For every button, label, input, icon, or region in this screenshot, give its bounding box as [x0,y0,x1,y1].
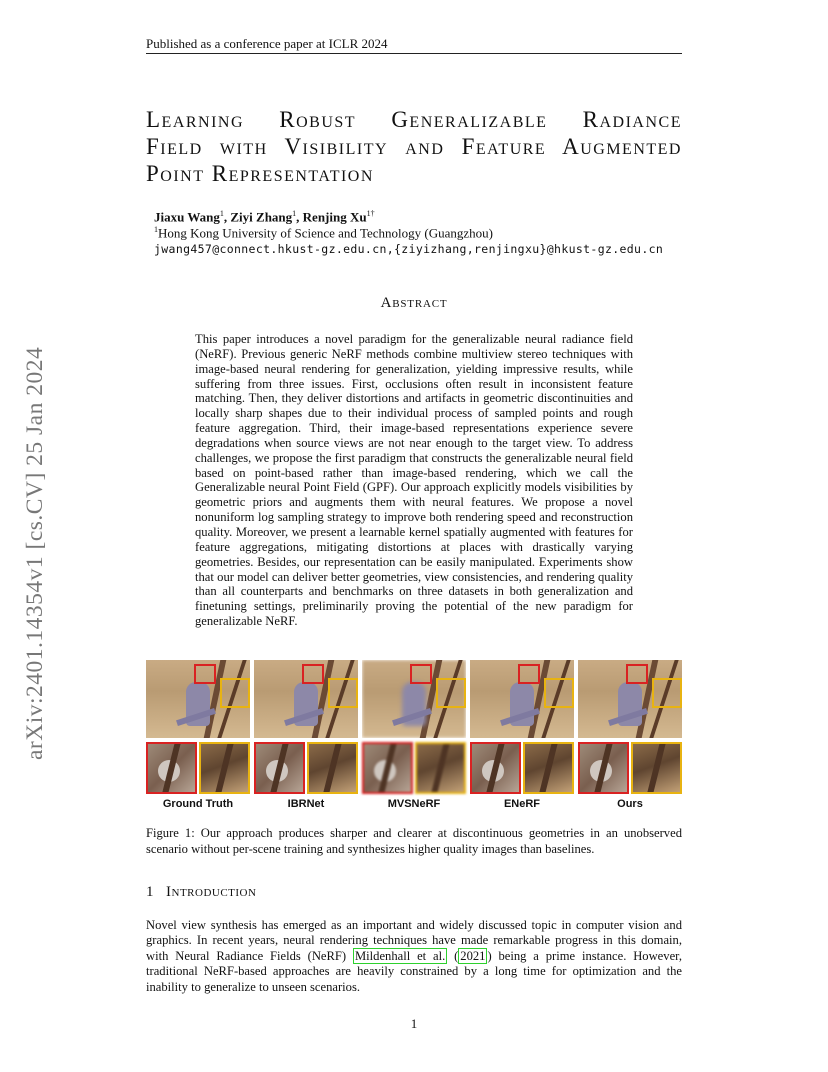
intro-text-1: Novel view synthesis has emerged as an important and widely discussed topic in computer vision and graphics. In recent years, neural rendering techniques have made remarkable progress in this domain, with Neural Radiance Fields (NeRF) [146,918,682,963]
figure-label-ground-truth: Ground Truth [162,798,234,810]
citation-link-authors[interactable]: Mildenhall et al. [354,948,446,963]
zoom-box-red [302,664,324,684]
affiliation-text: Hong Kong University of Science and Technology (Guangzhou) [158,225,493,241]
crop-red-enerf [470,742,521,794]
crop-red-ours [578,742,629,794]
crop-red-ibrnet [254,742,305,794]
author-emails[interactable]: jwang457@connect.hkust-gz.edu.cn,{ziyizhang,renjingxu}@hkust-gz.edu.cn [154,242,664,256]
crop-red-ground-truth [146,742,197,794]
header-rule [146,53,682,54]
title-line-1: Learning Robust Generalizable Radiance [146,107,682,132]
title-line-3: Point Representation [146,161,374,186]
citation-link-year[interactable]: 2021 [460,948,486,963]
author-3: Renjing Xu [302,209,367,225]
abstract-heading: Abstract [380,295,448,311]
section-number: 1 [146,884,154,900]
arxiv-stamp[interactable]: arXiv:2401.14354v1 [cs.CV] 25 Jan 2024 [22,346,48,760]
figure-image-ground-truth [146,660,250,738]
zoom-box-yellow [220,678,250,708]
author-3-sup: 1† [366,209,375,218]
crop-yellow-enerf [523,742,574,794]
zoom-box-red [194,664,216,684]
citation-paren-close: ) [487,948,492,963]
figure-image-ours [578,660,682,738]
intro-text-2: being a prime instance. However, traditional NeRF-based approaches are heavily constrained by a long time for optimization and the inability to generalize to unseen scenarios. [146,948,682,994]
zoom-box-red [626,664,648,684]
figure-image-mvsnerf [362,660,466,738]
figure-1 [146,660,682,810]
author-list: Jiaxu Wang$^1$, Ziyi Zhang$^1$, Renjing $Xu^{1\dagger}$ [154,209,375,225]
author-1-sup: 1 [219,209,224,218]
author-1: Jiaxu Wang [154,209,220,225]
author-2: Ziyi Zhang [230,209,293,225]
figure-label-mvsnerf: MVSNeRF [387,798,441,810]
zoom-box-red [518,664,540,684]
section-title: Introduction [166,884,257,900]
page-number: 1 [410,1016,418,1031]
affiliation-sup: 1 [154,225,158,234]
affiliation [154,225,493,241]
zoom-box-yellow [652,678,682,708]
section-heading [146,884,256,901]
zoom-box-yellow [328,678,358,708]
author-2-sup: 1 [292,209,297,218]
crop-yellow-ours [631,742,682,794]
figure-caption: Figure 1: Our approach produces sharper and clearer at discontinuous geometries in an unobserved scenario without per-scene training and synthesizes higher quality images than baselines. [146,826,682,856]
figure-image-enerf [470,660,574,738]
abstract-text: This paper introduces a novel paradigm for the generalizable neural radiance field (NeRF). Previous generic NeRF methods combine multiview stereo techniques with image-based neural rendering for generalization, yielding impressive results, while suffering from three issues. First, occlusions often result in inconsistent feature matching. Then, they deliver distortions and artifacts in geometric discontinuities and locally sharp shapes due to their individual process of sampled points and rough feature aggregation. Third, their image-based representations experience severe degradations when source views are not near enough to the target view. To address challenges, we propose the first paradigm that constructs the generalizable neural field based on point-based rather than image-based rendering, which we call the Generalizable neural Point Field (GPF). Our approach explicitly models visibilities by geometric priors and augments them with neural features. We propose a novel nonuniform log sampling strategy to improve both rendering speed and reconstruction quality. Moreover, we present a learnable kernel spatially augmented with features for feature aggregations, mitigating distortions at places with drastically varying geometries. Besides, our representation can be easily manipulated. Experiments show that our model can deliver better geometries, view consistencies, and rendering quality than all counterparts and benchmarks on three datasets in both generalization and finetuning settings, preliminarily proving the potential of the new paradigm for generalizable NeRF. [195,332,633,629]
running-header: Published as a conference paper at ICLR 2024 [146,36,388,51]
citation-paren-open: ( [447,948,459,963]
zoom-box-red [410,664,432,684]
zoom-box-yellow [544,678,574,708]
title-line-2: Field with Visibility and Feature Augmented [146,134,682,159]
figure-label-enerf: ENeRF [503,798,541,810]
paper-title [146,106,682,187]
crop-red-mvsnerf [362,742,413,794]
intro-paragraph [146,918,682,995]
figure-image-ibrnet [254,660,358,738]
crop-yellow-mvsnerf [415,742,466,794]
figure-label-ours: Ours [617,798,643,810]
figure-label-ibrnet: IBRNet [287,798,325,810]
zoom-box-yellow [436,678,466,708]
crop-yellow-ground-truth [199,742,250,794]
crop-yellow-ibrnet [307,742,358,794]
